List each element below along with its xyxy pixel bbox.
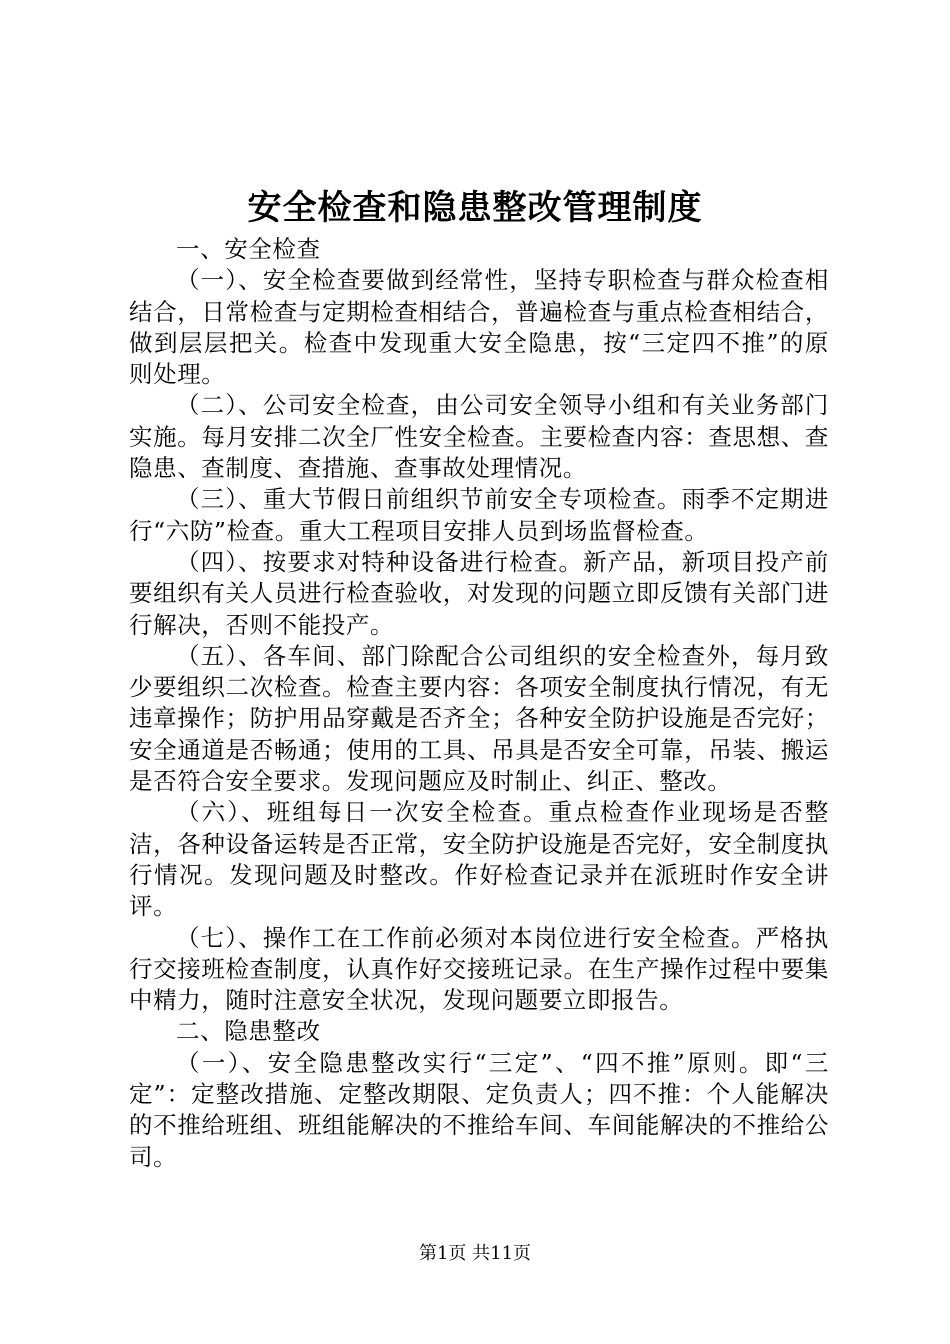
paragraph-6: （六）、班组每日一次安全检查。重点检查作业现场是否整洁，各种设备运转是否正常，安全防护设施是否完好，安全制度执行情况。发现问题及时整改。作好检查记录并在派班时作安全讲评。 bbox=[129, 798, 829, 921]
paragraph-3: （三）、重大节假日前组织节前安全专项检查。雨季不定期进行“六防”检查。重大工程项目安排人员到场监督检查。 bbox=[129, 485, 829, 545]
paragraph-7: （七）、操作工在工作前必须对本岗位进行安全检查。严格执行交接班检查制度，认真作好交接班记录。在生产操作过程中要集中精力，随时注意安全状况，发现问题要立即报告。 bbox=[129, 923, 829, 1015]
paragraph-2: （二）、公司安全检查，由公司安全领导小组和有关业务部门实施。每月安排二次全厂性安全检查。主要检查内容：查思想、查隐患、查制度、查措施、查事故处理情况。 bbox=[129, 391, 829, 483]
section-heading-safety-inspection: 一、安全检查 bbox=[176, 235, 321, 263]
document-body bbox=[129, 234, 829, 1173]
page-number-footer: 第1页 共11页 bbox=[418, 1243, 532, 1264]
paragraph-5: （五）、各车间、部门除配合公司组织的安全检查外，每月致少要组织二次检查。检查主要内容：各项安全制度执行情况，有无违章操作；防护用品穿戴是否齐全；各种安全防护设施是否完好；安全通道是否畅通；使用的工具、吊具是否安全可靠，吊装、搬运是否符合安全要求。发现问题应及时制止、纠正、整改。 bbox=[129, 641, 829, 796]
paragraph-1: （一）、安全检查要做到经常性，坚持专职检查与群众检查相结合，日常检查与定期检查相结合，普遍检查与重点检查相结合，做到层层把关。检查中发现重大安全隐患，按“三定四不推”的原则处理。 bbox=[129, 266, 829, 389]
paragraph-4: （四）、按要求对特种设备进行检查。新产品，新项目投产前要组织有关人员进行检查验收，对发现的问题立即反馈有关部门进行解决，否则不能投产。 bbox=[129, 547, 829, 639]
paragraph-8: （一）、安全隐患整改实行“三定”、“四不推”原则。即“三定”：定整改措施、定整改期限、定负责人；四不推：个人能解决的不推给班组、班组能解决的不推给车间、车间能解决的不推给公司。 bbox=[129, 1048, 829, 1171]
section-heading-hazard-rectification: 二、隐患整改 bbox=[176, 1017, 321, 1046]
document-title: 安全检查和隐患整改管理制度 bbox=[247, 188, 703, 228]
